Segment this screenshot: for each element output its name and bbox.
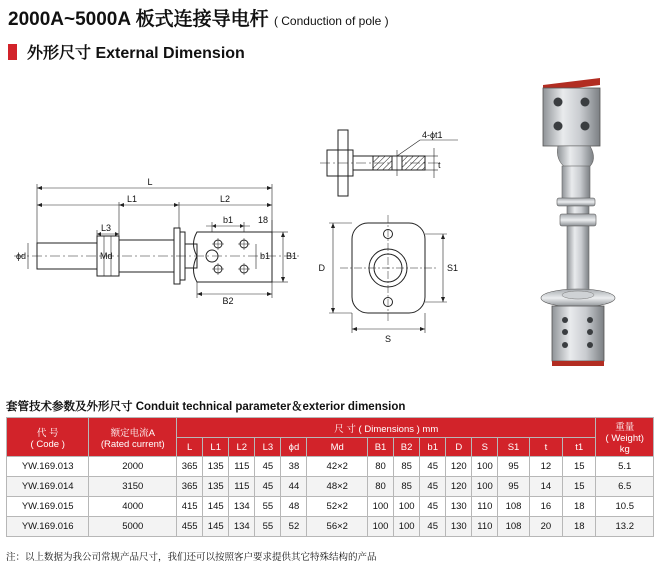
cell-dimension: 15 <box>563 477 596 497</box>
col-header: L2 <box>229 438 255 457</box>
cell-dimension: 45 <box>420 517 446 537</box>
cell-dimension: 135 <box>203 457 229 477</box>
cell-weight: 13.2 <box>596 517 654 537</box>
col-header: L1 <box>203 438 229 457</box>
cell-dimension: 145 <box>203 497 229 517</box>
table-row <box>7 517 654 537</box>
cell-dimension: 134 <box>229 497 255 517</box>
table-caption: 套管技术参数及外形尺寸 Conduit technical parameter＆exterior dimension <box>6 401 406 413</box>
product-illustration <box>541 78 615 366</box>
cell-dimension: 80 <box>368 457 394 477</box>
cell-dimension: 45 <box>255 477 281 497</box>
cell-dimension: 18 <box>563 517 596 537</box>
cell-current: 4000 <box>89 497 177 517</box>
cell-dimension: 15 <box>563 457 596 477</box>
flange-view <box>329 215 447 333</box>
cell-current: 5000 <box>89 517 177 537</box>
header-code: 代 号 ( Code ) <box>7 418 89 457</box>
col-header: L <box>177 438 203 457</box>
spec-table <box>6 417 654 537</box>
cell-dimension: 14 <box>529 477 562 497</box>
section-marker <box>8 44 17 60</box>
cell-current: 3150 <box>89 477 177 497</box>
header-weight: 重量 ( Weight) kg <box>596 418 654 457</box>
col-header: L3 <box>255 438 281 457</box>
cell-dimension: 18 <box>563 497 596 517</box>
cell-current: 2000 <box>89 457 177 477</box>
dim-label-t: t <box>438 160 441 170</box>
cell-dimension: 145 <box>203 517 229 537</box>
cell-dimension: 48×2 <box>307 477 368 497</box>
cell-dimension: 415 <box>177 497 203 517</box>
cell-weight: 5.1 <box>596 457 654 477</box>
cell-dimension: 12 <box>529 457 562 477</box>
cell-dimension: 135 <box>203 477 229 497</box>
page-title-english: ( Conduction of pole ) <box>273 14 389 28</box>
cell-dimension: 365 <box>177 457 203 477</box>
cell-dimension: 95 <box>498 477 529 497</box>
cell-dimension: 455 <box>177 517 203 537</box>
cell-dimension: 110 <box>472 517 498 537</box>
cell-dimension: 45 <box>420 477 446 497</box>
table-row <box>7 497 654 517</box>
page-title: 2000A~5000A 板式连接导电杆 ( Conduction of pole ) <box>8 9 389 30</box>
cell-dimension: 134 <box>229 517 255 537</box>
dim-label-holes: 4-ϕt1 <box>422 130 443 140</box>
cell-dimension: 45 <box>420 457 446 477</box>
cell-dimension: 130 <box>446 517 472 537</box>
dim-label-phid: ϕd <box>16 251 27 261</box>
cell-dimension: 38 <box>281 457 307 477</box>
col-header: t1 <box>563 438 596 457</box>
cell-dimension: 44 <box>281 477 307 497</box>
cell-dimension: 120 <box>446 477 472 497</box>
table-header-row <box>7 418 654 438</box>
col-header: Md <box>307 438 368 457</box>
technical-drawing <box>0 60 660 390</box>
cell-dimension: 100 <box>394 517 420 537</box>
dim-label-b1-top: b1 <box>222 215 234 225</box>
cell-dimension: 100 <box>394 497 420 517</box>
col-header: S1 <box>498 438 529 457</box>
col-header: ϕd <box>281 438 307 457</box>
cell-weight: 10.5 <box>596 497 654 517</box>
cell-dimension: 115 <box>229 457 255 477</box>
table-row <box>7 477 654 497</box>
cell-dimension: 45 <box>420 497 446 517</box>
col-header: S <box>472 438 498 457</box>
cell-dimension: 20 <box>529 517 562 537</box>
cell-dimension: 80 <box>368 477 394 497</box>
header-current: 额定电流A (Rated current) <box>89 418 177 457</box>
col-header: t <box>529 438 562 457</box>
dim-label-S: S <box>384 334 392 344</box>
cell-dimension: 365 <box>177 477 203 497</box>
cell-code: YW.169.015 <box>7 497 89 517</box>
cell-dimension: 52×2 <box>307 497 368 517</box>
header-dimensions: 尺 寸 ( Dimensions ) mm <box>177 418 596 438</box>
cell-dimension: 16 <box>529 497 562 517</box>
cell-dimension: 56×2 <box>307 517 368 537</box>
dim-label-S1: S1 <box>447 263 459 273</box>
cell-dimension: 100 <box>368 497 394 517</box>
footnote: 注：以上数据为我公司常规产品尺寸，我们还可以按照客户要求提供其它特殊结构的产品 <box>6 552 377 563</box>
cell-dimension: 52 <box>281 517 307 537</box>
cell-dimension: 115 <box>229 477 255 497</box>
dim-label-L: L <box>147 177 153 187</box>
cell-dimension: 85 <box>394 457 420 477</box>
col-header: b1 <box>420 438 446 457</box>
side-view <box>14 184 300 298</box>
cell-weight: 6.5 <box>596 477 654 497</box>
cell-code: YW.169.014 <box>7 477 89 497</box>
dim-label-18: 18 <box>258 215 269 225</box>
cell-dimension: 95 <box>498 457 529 477</box>
cell-dimension: 130 <box>446 497 472 517</box>
col-header: B2 <box>394 438 420 457</box>
col-header: D <box>446 438 472 457</box>
cell-code: YW.169.013 <box>7 457 89 477</box>
cell-dimension: 100 <box>368 517 394 537</box>
cell-code: YW.169.016 <box>7 517 89 537</box>
cell-dimension: 45 <box>255 457 281 477</box>
cell-dimension: 100 <box>472 457 498 477</box>
cell-dimension: 120 <box>446 457 472 477</box>
dim-label-L1: L1 <box>126 194 138 204</box>
cell-dimension: 108 <box>498 517 529 537</box>
col-header: B1 <box>368 438 394 457</box>
dim-label-B1: B1 <box>286 251 298 261</box>
cell-dimension: 100 <box>472 477 498 497</box>
table-row <box>7 457 654 477</box>
dim-label-b1-side: b1 <box>260 251 271 261</box>
dim-label-L3: L3 <box>101 223 112 233</box>
section-heading-label: 外形尺寸 External Dimension <box>27 45 245 62</box>
dim-label-Md: Md <box>100 251 113 261</box>
cell-dimension: 42×2 <box>307 457 368 477</box>
dim-label-B2: B2 <box>222 296 234 306</box>
cell-dimension: 55 <box>255 497 281 517</box>
dim-label-D: D <box>318 263 325 273</box>
cell-dimension: 108 <box>498 497 529 517</box>
cell-dimension: 55 <box>255 517 281 537</box>
dim-label-L2: L2 <box>219 194 231 204</box>
cell-dimension: 85 <box>394 477 420 497</box>
cell-dimension: 48 <box>281 497 307 517</box>
cell-dimension: 110 <box>472 497 498 517</box>
